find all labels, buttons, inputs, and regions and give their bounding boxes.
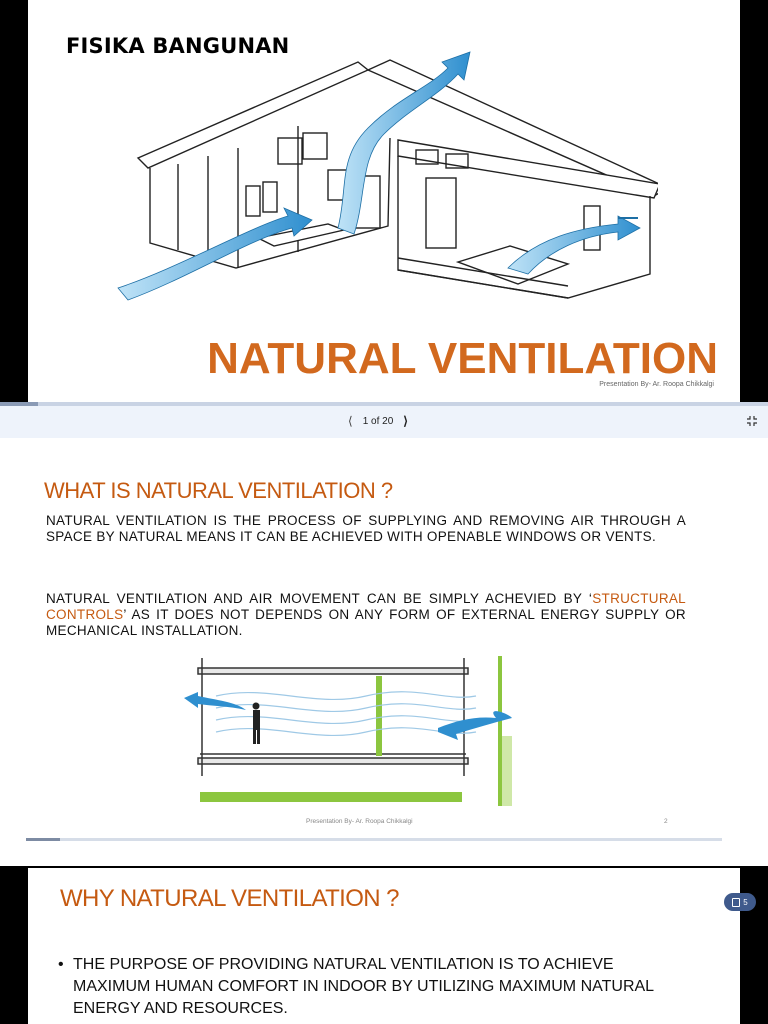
house-ventilation-illustration [98,38,658,310]
presentation-title: FISIKA BANGUNAN [66,34,290,58]
slide-2-footer: Presentation By- Ar. Roopa Chikkalgi [306,818,413,825]
cross-ventilation-diagram [176,656,546,811]
list-item [58,954,678,1020]
slide-2-page-number: 2 [664,818,668,825]
chevron-left-icon[interactable]: ⟨ [348,414,353,428]
slide-2-content [26,438,722,836]
slide-3 [28,868,740,1024]
chevron-right-icon[interactable]: ⟩ [403,414,408,428]
page-indicator: 1 of 20 [362,415,394,427]
structural-controls-paragraph [46,591,686,639]
page-count-badge[interactable] [724,893,756,911]
slide-divider [26,838,722,841]
slide-2 [0,438,768,866]
page-navigation-bar [0,402,768,438]
page-navigator [348,413,408,429]
scroll-track[interactable] [0,402,768,406]
paragraph-text: ’ AS IT DOES NOT DEPENDS ON ANY FORM OF EXTERNAL ENERGY SUPPLY OR MECHANICAL INSTALLATION. [46,607,686,638]
slide-1-credit: Presentation By- Ar. Roopa Chikkalgi [599,381,714,388]
paragraph-text: NATURAL VENTILATION AND AIR MOVEMENT CAN BE SIMPLY ACHEVIED BY ‘ [46,591,593,606]
highlighted-term: STRUCTURAL CONTROLS [46,591,686,622]
bullet-icon: • [58,956,64,973]
document-icon [732,898,740,907]
slide-2-heading: WHAT IS NATURAL VENTILATION ? [44,478,393,503]
slide-1 [28,0,740,402]
scroll-progress [0,402,38,406]
slide-divider-marker [26,838,60,841]
definition-paragraph: NATURAL VENTILATION IS THE PROCESS OF SUPPLYING AND REMOVING AIR THROUGH A SPACE BY NATURAL MEANS IT CAN BE ACHIEVED WITH OPENABLE WINDOWS OR VENTS. [46,513,686,544]
slide-1-title: NATURAL VENTILATION [207,334,718,383]
exit-fullscreen-icon[interactable] [746,415,758,427]
bullet-text: THE PURPOSE OF PROVIDING NATURAL VENTILATION IS TO ACHIEVE MAXIMUM HUMAN COMFORT IN INDOOR BY UTILIZING MAXIMUM NATURAL ENERGY AND RESOURCES. [73,956,654,1017]
badge-count: 5 [743,897,748,907]
slide-3-heading: WHY NATURAL VENTILATION ? [60,885,399,912]
